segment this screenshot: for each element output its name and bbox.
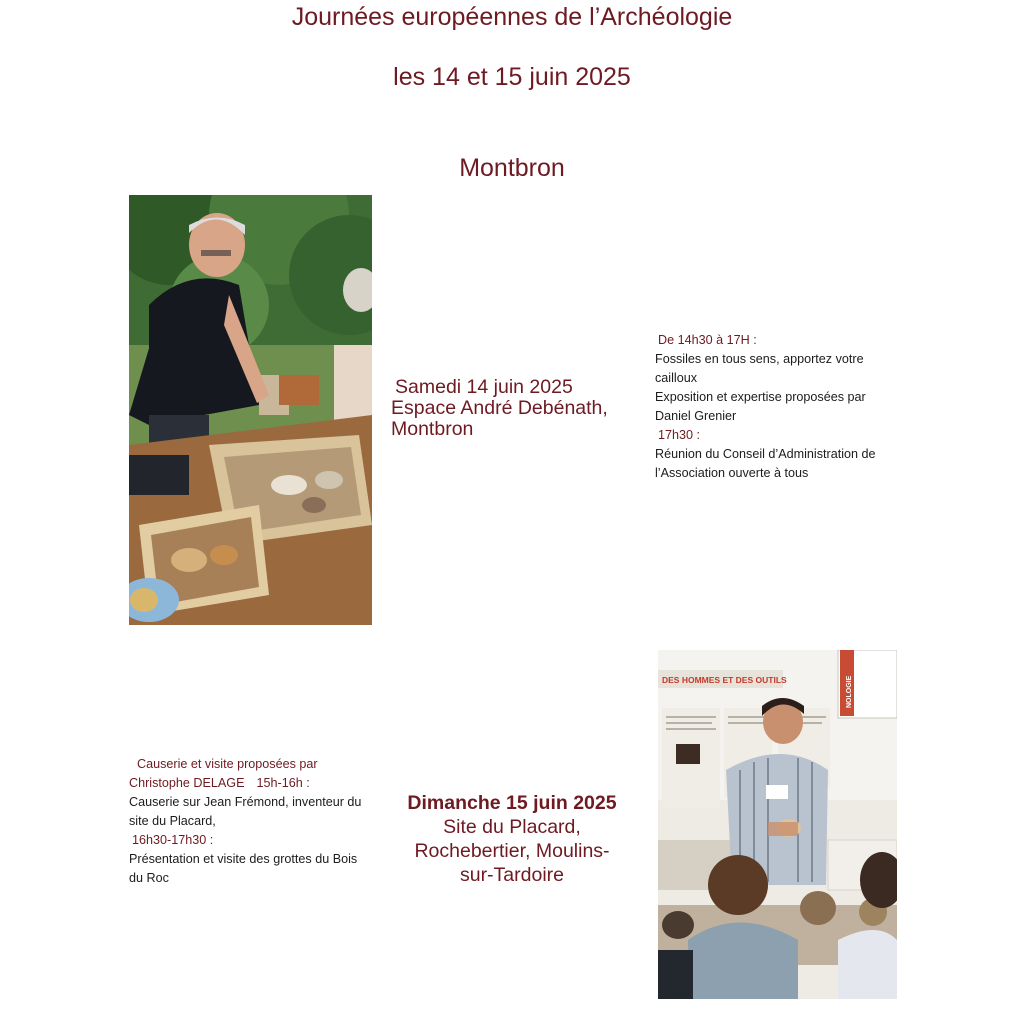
sunday-venue-line1: Site du Placard,: [443, 816, 581, 838]
sunday-day: Dimanche 15 juin 2025: [407, 792, 617, 814]
sunday-line-2: site du Placard,: [129, 814, 216, 828]
saturday-venue: [391, 377, 641, 440]
saturday-line-3: Exposition et expertise proposées par: [655, 390, 866, 404]
sunday-venue-line2: Rochebertier, Moulins-: [414, 840, 610, 862]
sunday-intro-2: Christophe DELAGE: [129, 776, 245, 790]
saturday-time-2: 17h30 :: [658, 428, 701, 442]
sunday-schedule: [129, 755, 364, 888]
saturday-day: Samedi 14 juin 2025: [395, 376, 573, 398]
sunday-line-1: Causerie sur Jean Frémond, inventeur du: [129, 795, 362, 809]
saturday-line-5: Réunion du Conseil d’Administration de: [655, 447, 876, 461]
sunday-time-1: 15h-16h :: [256, 776, 310, 790]
sunday-line-4: du Roc: [129, 871, 169, 885]
saturday-line-2: cailloux: [655, 371, 697, 385]
photo-fossil-expertise: [129, 195, 372, 625]
saturday-line-4: Daniel Grenier: [655, 409, 737, 423]
photo-placard-talk: [658, 650, 897, 999]
sunday-line-3: Présentation et visite des grottes du Bois: [129, 852, 358, 866]
saturday-venue-line2: Montbron: [391, 418, 474, 440]
saturday-line-1: Fossiles en tous sens, apportez votre: [655, 352, 864, 366]
event-title: Journées européennes de l’Archéologie: [291, 3, 733, 31]
poster-side-word: NOLOGIE: [846, 675, 853, 708]
sunday-intro-1: Causerie et visite proposées par: [137, 757, 318, 771]
event-dates: les 14 et 15 juin 2025: [393, 63, 631, 91]
saturday-venue-line1: Espace André Debénath,: [391, 397, 608, 419]
sunday-venue: [395, 791, 629, 887]
saturday-schedule: [655, 331, 885, 483]
event-location: Montbron: [459, 154, 565, 182]
saturday-line-6: l’Association ouverte à tous: [655, 466, 809, 480]
saturday-time-1: De 14h30 à 17H :: [658, 333, 757, 347]
sunday-venue-line3: sur-Tardoire: [459, 864, 565, 886]
poster-banner: DES HOMMES ET DES OUTILS: [662, 675, 787, 685]
sunday-time-2: 16h30-17h30 :: [132, 833, 214, 847]
